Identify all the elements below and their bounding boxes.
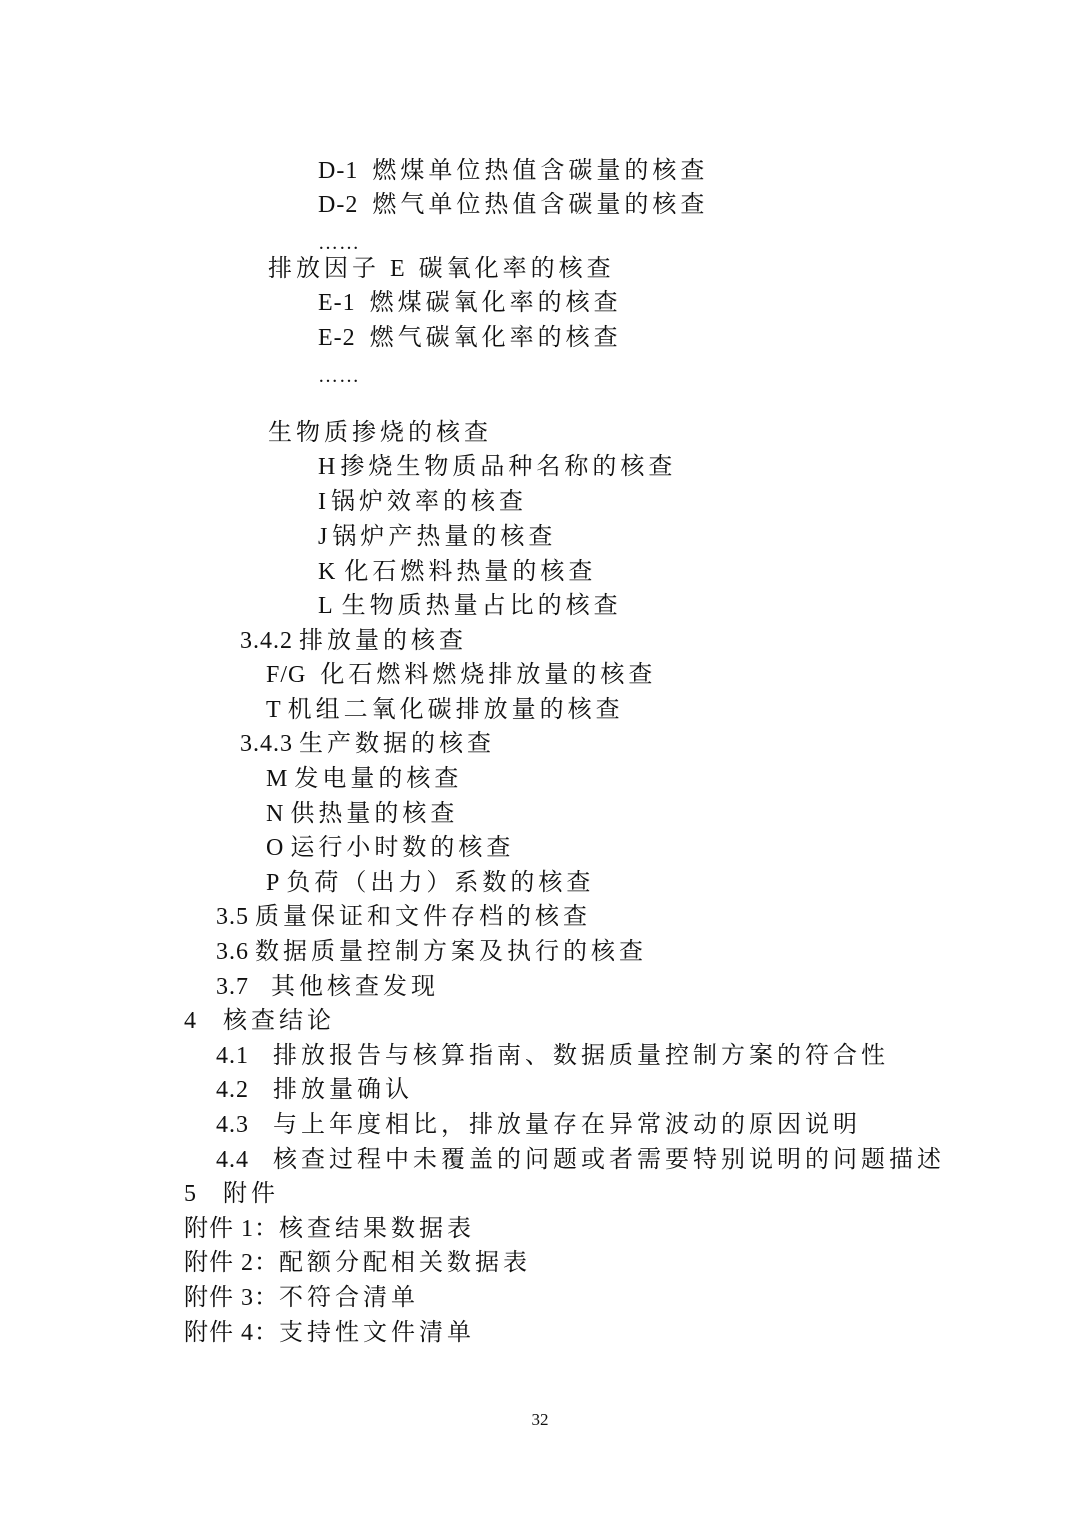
toc-entry-i xyxy=(318,487,527,517)
entry-code: 4 xyxy=(184,1008,197,1034)
entry-text: 排放因子 E 碳氧化率的核查 xyxy=(268,256,615,282)
entry-text: 机组二氧化碳排放量的核查 xyxy=(287,697,624,723)
entry-code: F/G xyxy=(266,662,307,688)
entry-text: 运行小时数的核查 xyxy=(290,835,515,861)
toc-entry-3-4-3 xyxy=(240,729,495,759)
entry-code: E-2 xyxy=(318,325,356,351)
entry-code: 附件 1： xyxy=(184,1216,279,1242)
entry-code: 5 xyxy=(184,1181,197,1207)
entry-text: 生物质热量占比的核查 xyxy=(341,593,622,619)
entry-code: 3.4.3 xyxy=(240,731,293,757)
toc-entry-5 xyxy=(184,1179,279,1209)
entry-text: 化石燃料热量的核查 xyxy=(344,559,597,585)
entry-text: 生物质掺烧的核查 xyxy=(268,420,492,446)
ellipsis-1: …… xyxy=(318,232,360,254)
toc-entry-factor-e xyxy=(268,254,615,284)
entry-text: 核查过程中未覆盖的问题或者需要特别说明的问题描述 xyxy=(273,1147,945,1173)
entry-text: 化石燃料燃烧排放量的核查 xyxy=(320,662,657,688)
toc-entry-appendix-1 xyxy=(184,1214,475,1244)
entry-code: O xyxy=(266,835,285,861)
entry-text: 核查结果数据表 xyxy=(279,1216,475,1242)
entry-text: 锅炉产热量的核查 xyxy=(332,524,557,550)
entry-code: 3.6 xyxy=(216,939,249,965)
entry-text: 排放量的核查 xyxy=(299,628,467,654)
entry-text: 燃气单位热值含碳量的核查 xyxy=(372,192,709,218)
toc-entry-h xyxy=(318,452,676,482)
toc-entry-d2 xyxy=(318,190,708,220)
entry-text: 锅炉效率的核查 xyxy=(331,489,527,515)
entry-text: 生产数据的核查 xyxy=(299,731,495,757)
entry-text: 燃煤碳氧化率的核查 xyxy=(369,290,622,316)
toc-entry-3-5 xyxy=(216,902,591,932)
entry-code: T xyxy=(266,697,282,723)
entry-code: 3.7 xyxy=(216,974,249,1000)
entry-code: N xyxy=(266,801,285,827)
ellipsis-2: …… xyxy=(318,365,360,387)
toc-entry-n xyxy=(266,799,458,829)
toc-entry-biomass xyxy=(268,418,492,448)
toc-entry-m xyxy=(266,764,462,794)
toc-entry-appendix-3 xyxy=(184,1283,419,1313)
entry-text: 附件 xyxy=(223,1181,279,1207)
entry-code: E-1 xyxy=(318,290,356,316)
entry-text: 支持性文件清单 xyxy=(279,1320,475,1346)
entry-code: D-1 xyxy=(318,158,359,184)
page-number: 32 xyxy=(531,1410,549,1429)
entry-text: 掺烧生物质品种名称的核查 xyxy=(340,454,677,480)
entry-code: 4.3 xyxy=(216,1112,249,1138)
toc-entry-3-7 xyxy=(216,972,439,1002)
entry-text: 与上年度相比，排放量存在异常波动的原因说明 xyxy=(273,1112,861,1138)
entry-text: 排放报告与核算指南、数据质量控制方案的符合性 xyxy=(273,1043,889,1069)
entry-code: D-2 xyxy=(318,192,359,218)
entry-code: I xyxy=(318,489,327,515)
entry-code: 4.1 xyxy=(216,1043,249,1069)
entry-code: L xyxy=(318,593,334,619)
toc-entry-fg xyxy=(266,660,656,690)
entry-code: 3.5 xyxy=(216,904,249,930)
entry-text: 核查结论 xyxy=(223,1008,335,1034)
entry-text: 数据质量控制方案及执行的核查 xyxy=(255,939,647,965)
entry-code: M xyxy=(266,766,289,792)
entry-text: 不符合清单 xyxy=(279,1285,419,1311)
toc-entry-4-4 xyxy=(216,1145,945,1175)
toc-entry-l xyxy=(318,591,622,621)
entry-code: J xyxy=(318,524,329,550)
entry-text: 发电量的核查 xyxy=(294,766,463,792)
toc-entry-k xyxy=(318,557,596,587)
entry-code: 附件 2： xyxy=(184,1250,279,1276)
entry-code: H xyxy=(318,454,337,480)
toc-entry-appendix-4 xyxy=(184,1318,475,1348)
toc-entry-t xyxy=(266,695,624,725)
toc-entry-4 xyxy=(184,1006,335,1036)
toc-entry-d1 xyxy=(318,156,708,186)
toc-entry-4-1 xyxy=(216,1041,889,1071)
entry-text: 供热量的核查 xyxy=(290,801,459,827)
entry-text: 排放量确认 xyxy=(273,1077,413,1103)
toc-entry-j xyxy=(318,522,556,552)
entry-code: K xyxy=(318,559,337,585)
toc-entry-p xyxy=(266,868,594,898)
entry-code: 4.4 xyxy=(216,1147,249,1173)
toc-entry-o xyxy=(266,833,514,863)
toc-entry-4-3 xyxy=(216,1110,861,1140)
toc-entry-appendix-2 xyxy=(184,1248,531,1278)
toc-entry-4-2 xyxy=(216,1075,413,1105)
entry-text: 燃气碳氧化率的核查 xyxy=(369,325,622,351)
entry-code: 附件 3： xyxy=(184,1285,279,1311)
toc-entry-3-4-2 xyxy=(240,626,467,656)
entry-text: 质量保证和文件存档的核查 xyxy=(255,904,591,930)
entry-text: 负荷（出力）系数的核查 xyxy=(286,870,595,896)
toc-entry-e2 xyxy=(318,323,622,353)
entry-text: 配额分配相关数据表 xyxy=(279,1250,531,1276)
entry-code: 4.2 xyxy=(216,1077,249,1103)
toc-entry-3-6 xyxy=(216,937,647,967)
entry-code: P xyxy=(266,870,281,896)
toc-entry-e1 xyxy=(318,288,622,318)
entry-code: 3.4.2 xyxy=(240,628,293,654)
entry-text: 其他核查发现 xyxy=(271,974,439,1000)
entry-code: 附件 4： xyxy=(184,1320,279,1346)
entry-text: 燃煤单位热值含碳量的核查 xyxy=(372,158,709,184)
